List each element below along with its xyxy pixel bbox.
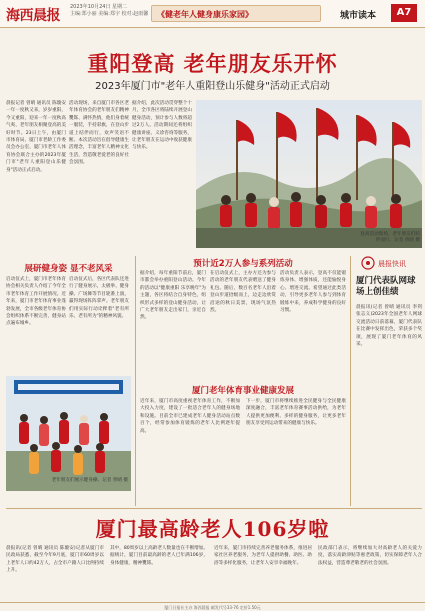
oldest-body-col3: 近年来，厦门市持续完善养老服务体系，推进居家社区养老服务，为老年人提供助餐、助医、助浴等多样化服务，让老年人安享幸福晚年。 (214, 546, 312, 566)
article-body-col1: 晨报记者 曾晴 通讯员 陈璇安 一年一度秋又来，岁岁重阳，今又重阳，迎来一年一度秋高气爽、老年朋友相聚登高的美好时节。23日上午，由厦门市体育局、厦门市老龄工作委员会办公室、厦门市老年人体育协会联合主办的2023年厦门市"老年人重阳登山乐健身"活动正式启动。 (6, 101, 66, 173)
oldest-body-col2: 其中，80周岁以上高龄老人数量也在不断增加。据统计，厦门目前最高龄的老人已年满106岁，身体健康，精神矍铄。 (110, 546, 208, 566)
fitness-display-photo (6, 376, 131, 491)
fitness-photo-caption: 老年朋友们展示健身操。记者 曾晴 摄 (51, 478, 128, 483)
section-title-development: 厦门老年体育事业健康发展 (191, 386, 294, 396)
sidebar-section-label: 晨报快讯 (378, 260, 406, 268)
participants-body-col3: 活动负责人表示，登高不仅能锻炼身体、增强体质，还能愉悦身心、增进交流。希望通过此类活动，引导更多老年人参与到体育锻炼中来，养成科学健身的良好习惯。 (280, 271, 346, 314)
issue-editors: 主编:郑小丽 美编:郑宇 校对:赵雨馨 (70, 11, 149, 17)
tennis-player-icon (356, 252, 422, 274)
hiking-photo-caption: 登高活动现场，老年朋友们结伴而行。记者 曾晴 摄 (360, 232, 420, 243)
page-number: A7 (391, 4, 417, 22)
column-divider (350, 256, 351, 506)
development-body-col2: 下一步，厦门市将继续推进全民健身与全民健康深度融合，丰富老年体育赛事活动供给，为老年人提供更加便利、多样的健身服务，让更多老年朋友享受到运动带来的健康与快乐。 (246, 399, 346, 427)
participants-body-col2: 在启动仪式上，主办方还为参与活动的老年朋友代表赠送了健身礼包。随后，数百名老年人沿着登山步道拾级而上，边走边欣赏沿途的秋日美景，现场气氛热烈。 (210, 271, 276, 314)
fitness-body-col1: 启动仪式上，厦门市老年体育协会相关负责人介绍了今年全市老年体育工作开展情况。近年来，厦门市老年体育事业蓬勃发展，全市各级老年体育协会组织体系不断完善，健身站点遍布城乡。 (6, 277, 66, 327)
newspaper-logo: 海西晨报 (6, 8, 60, 24)
section-divider (6, 508, 422, 509)
fitness-display-illustration (6, 376, 131, 491)
fitness-body-col2: 启动仪式后，各区代表队还进行了健身展示，太极拳、健身操、广场舞等节目轮番上演，赢得现场阵阵掌声。老年朋友们用实际行动诠释着"老有所乐、老有所为"的精神风貌。 (69, 277, 129, 320)
article-body-col3: 据介绍，此次活动贯穿整个十月，全市各区将陆续开展登山健身活动，预计参与人数将超过2万人。活动期间还将组织健康讲座、义诊咨询等服务，让老年朋友在运动中收获健康与快乐。 (132, 101, 192, 151)
issue-info (70, 4, 148, 18)
section-name: 城市读本 (340, 11, 377, 21)
article-headline: 重阳登高 老年朋友乐开怀 (87, 51, 338, 76)
hiking-event-photo (196, 100, 422, 248)
hiking-event-illustration (196, 100, 422, 248)
section-title-fitness: 展研健身姿 显不老风采 (24, 264, 113, 274)
sidebar-tennis-image (356, 252, 422, 278)
oldest-resident-headline: 厦门最高龄老人106岁啦 (95, 517, 330, 541)
page-footer: 厦门日报社主办 海西晨报 邮发代号33-76 定价1.50元 (0, 602, 425, 611)
oldest-body-col1: 晨报讯(记者 曾晴 通讯员 陈璇安)记者从厦门市民政局获悉，截至今年9月底，厦门市60周岁以上老年人口约42万人，占全市户籍人口比例持续上升。 (6, 546, 104, 574)
article-body-col2: 活动现场，来自厦门市各区老年体育协会的老年朋友们精神矍铄、满怀热情，他们身着统一服装，手持彩旗，在登山步道上结伴而行，欢声笑语不断。本次活动旨在倡导健康生活理念，丰富老年人精神文化生活，营造敬老爱老的良好社会氛围。 (69, 101, 129, 166)
column-banner (151, 5, 321, 22)
section-title-participants: 预计近2万人参与系列活动 (193, 259, 293, 269)
participants-body-col1: 据介绍，每年重阳节前后，厦门市都会举办重阳登山活动。今年的活动以"健康重阳 乐享晚年"为主题，各区将结合自身特色，组织形式多样的登山健身活动，让广大老年朋友走出家门，亲近自然。 (140, 271, 206, 321)
article-subhead: 2023年厦门市"老年人重阳登山乐健身"活动正式启动 (95, 81, 330, 92)
sidebar-title: 厦门代表队网球场上创佳绩 (356, 276, 416, 297)
masthead (0, 0, 425, 28)
column-divider (135, 256, 136, 506)
column-banner-text: 《健老年人健身康乐家园》 (157, 10, 253, 19)
oldest-body-col4: 民政部门表示，将继续加大对高龄老人的关爱力度，落实高龄津贴等惠老政策，切实保障老年人合法权益，营造尊老敬老的社会氛围。 (318, 546, 422, 566)
development-body-col1: 近年来，厦门市高度重视老年体育工作，不断加大投入力度，建设了一批适合老年人的健身场地和设施。目前全市已建成老年人健身活动站点数百个，经常参加体育锻炼的老年人比例逐年提高。 (140, 399, 240, 434)
sidebar-body: 晨报讯(记者 曾晴 通讯员 李剑 张志义)2023年全国老年人网球交流活动日前落幕，厦门代表队在比赛中发挥出色，荣获多个奖项，展现了厦门老年体育的风采。 (356, 305, 422, 348)
issue-date: 2023年10月24日 星期二 (70, 4, 128, 10)
